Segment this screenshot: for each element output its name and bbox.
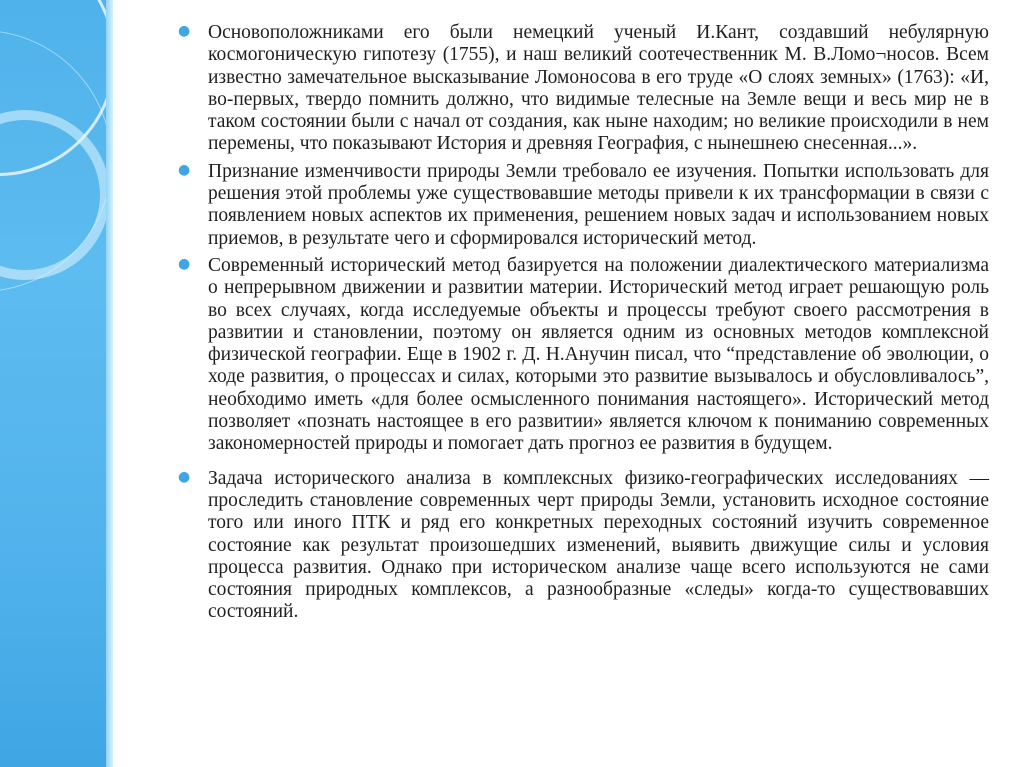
bullet-item-1 [178, 22, 989, 156]
paragraph-text: Задача исторического анализа в комплексных физико-географических исследованиях — проследить становление современных черт природы Земли, установить исходное состояние того или иного ПТК и ряд его конкретных переходных состояний изучить современное состояние как результат произошедших изменений, выявить движущие силы и условия процесса развития. Однако при историческом анализе чаще всего используются не сами состояния природных комплексов, а разнообразные «следы» когда-то существовавших состояний. [208, 467, 989, 623]
bullet-icon: ● [178, 468, 191, 485]
paragraph-text: Основоположниками его были немецкий ученый И.Кант, создавший небулярную космогоническую гипотезу (1755), и наш великий соотечественник М. В.Ломо¬носов. Всем известно замечательное высказывание Ломоносова в его труде «О слоях земных» (1763): «И, во-первых, твердо помнить должно, что видимые телесные на Земле вещи и весь мир не в таком состоянии были с начал от создания, как ныне находим; но великие происходили в нем перемены, что показывают История и древняя География, с нынешнею снесенная...». [208, 22, 989, 155]
band-edge-highlight [106, 0, 113, 767]
decorative-side-band [0, 0, 113, 767]
bullet-item-2 [178, 161, 989, 250]
bullet-icon: ● [178, 23, 191, 39]
bullet-item-3 [178, 255, 989, 456]
slide-body [178, 22, 989, 629]
paragraph-text: Признание изменчивости природы Земли требовало ее изучения. Попытки использовать для решения этой проблемы уже существовавшие методы привели к их трансформации в связи с появлением новых аспектов их применения, решением новых задач и использованием новых приемов, в результате чего и сформировался исторический метод. [208, 160, 989, 249]
bullet-item-4 [178, 468, 989, 624]
bullet-icon: ● [178, 161, 191, 178]
bullet-icon: ● [178, 255, 191, 272]
paragraph-text: Современный исторический метод базируется на положении диалектического материализма о непрерывном движении и развитии материи. Исторический метод играет решающую роль во всех случаях, когда исследуемые объекты и процессы требуют своего рассмотрения в развитии и становлении, поэтому он является одним из основных методов комплексной физической географии. Еще в 1902 г. Д. Н.Анучин писал, что “представление об эволюции, о ходе развития, о процессах и силах, которыми это развитие вызывалось и обусловливалось”, необходимо иметь «для более осмысленного понимания настоящего». Исторический метод позволяет «познать настоящее в его развитии» является ключом к пониманию современных закономерностей природы и помогает дать прогноз ее развития в будущем. [208, 254, 989, 455]
